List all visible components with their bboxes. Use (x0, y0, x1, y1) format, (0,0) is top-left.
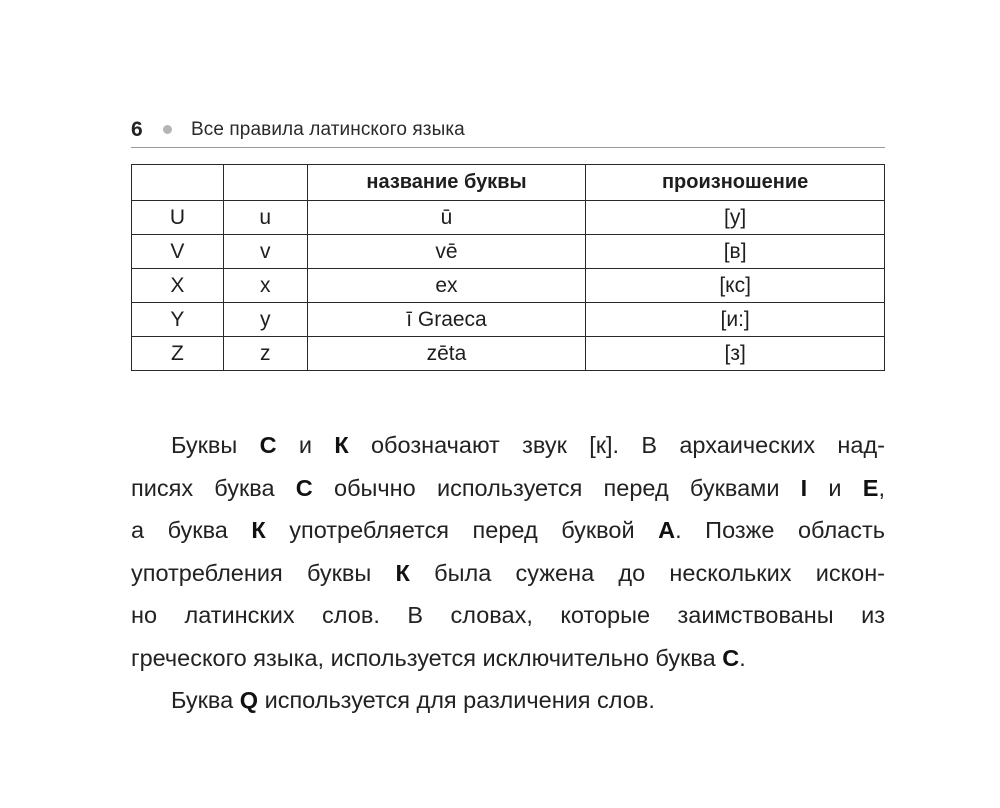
table-row (132, 201, 885, 235)
table-row (132, 337, 885, 371)
text-run: греческого языка, используется исключительно буква (131, 644, 723, 671)
paragraph-1-line-6 (131, 637, 885, 680)
header-lowercase (223, 165, 307, 201)
bold-letter: С (295, 474, 313, 501)
lowercase-cell: y (223, 303, 307, 337)
letter-name-cell: ī Graeca (307, 303, 586, 337)
lowercase-cell: z (223, 337, 307, 371)
paragraph-1-line-5 (131, 594, 885, 637)
bold-letter: С (259, 432, 277, 458)
table-header-row (132, 165, 885, 201)
header-pronunciation: произношение (586, 165, 885, 201)
lowercase-cell: u (223, 201, 307, 235)
bold-letter: I (800, 474, 808, 501)
page-number: 6 (131, 118, 143, 141)
table-row (132, 269, 885, 303)
text-run: обычно используется перед буквами (312, 474, 801, 501)
lowercase-cell: v (223, 235, 307, 269)
letter-name-cell: ex (307, 269, 586, 303)
bold-letter: С (722, 644, 740, 671)
header-uppercase (132, 165, 224, 201)
table-row (132, 303, 885, 337)
text-run: . (739, 644, 746, 671)
uppercase-cell: V (132, 235, 224, 269)
body-text (131, 424, 885, 722)
text-run: используется для различения слов. (258, 687, 655, 713)
text-run: Буквы (171, 432, 260, 458)
lowercase-cell: x (223, 269, 307, 303)
uppercase-cell: X (132, 269, 224, 303)
bold-letter: Q (239, 687, 259, 713)
bold-letter: К (251, 517, 266, 543)
running-header (131, 116, 885, 148)
header-letter-name: название буквы (307, 165, 586, 201)
bold-letter: E (862, 474, 879, 501)
letter-name-cell: vē (307, 235, 586, 269)
pronunciation-cell: [кс] (586, 269, 885, 303)
text-run: и (807, 474, 863, 501)
letter-name-cell: ū (307, 201, 586, 235)
text-run: и (276, 432, 335, 458)
text-run: употребляется перед буквой (265, 517, 659, 543)
text-run: была сужена до нескольких искон- (409, 559, 885, 586)
paragraph-1-line-2 (131, 467, 885, 510)
uppercase-cell: Z (132, 337, 224, 371)
table-row (132, 235, 885, 269)
text-run: а буква (131, 517, 252, 543)
alphabet-table (131, 164, 885, 371)
text-run: обозначают звук [к]. В архаических над- (348, 432, 886, 458)
bullet-separator (163, 125, 172, 134)
running-title: Все правила латинского языка (191, 119, 465, 140)
pronunciation-cell: [и:] (586, 303, 885, 337)
paragraph-2 (131, 679, 885, 722)
text-run: Буква (171, 687, 240, 713)
text-run: употребления буквы (131, 559, 396, 586)
bold-letter: К (334, 432, 349, 458)
paragraph-1-line-3 (131, 509, 885, 552)
uppercase-cell: Y (132, 303, 224, 337)
text-run: . Позже область (675, 517, 885, 543)
text-run: писях буква (131, 474, 296, 501)
text-run: , (878, 474, 885, 501)
pronunciation-cell: [з] (586, 337, 885, 371)
bold-letter: К (395, 559, 410, 586)
bold-letter: А (658, 517, 676, 543)
uppercase-cell: U (132, 201, 224, 235)
letter-name-cell: zēta (307, 337, 586, 371)
pronunciation-cell: [в] (586, 235, 885, 269)
paragraph-1-line-4 (131, 552, 885, 595)
pronunciation-cell: [у] (586, 201, 885, 235)
paragraph-1-line-1 (131, 424, 885, 467)
text-run: но латинских слов. В словах, которые заимствованы из (131, 602, 885, 628)
